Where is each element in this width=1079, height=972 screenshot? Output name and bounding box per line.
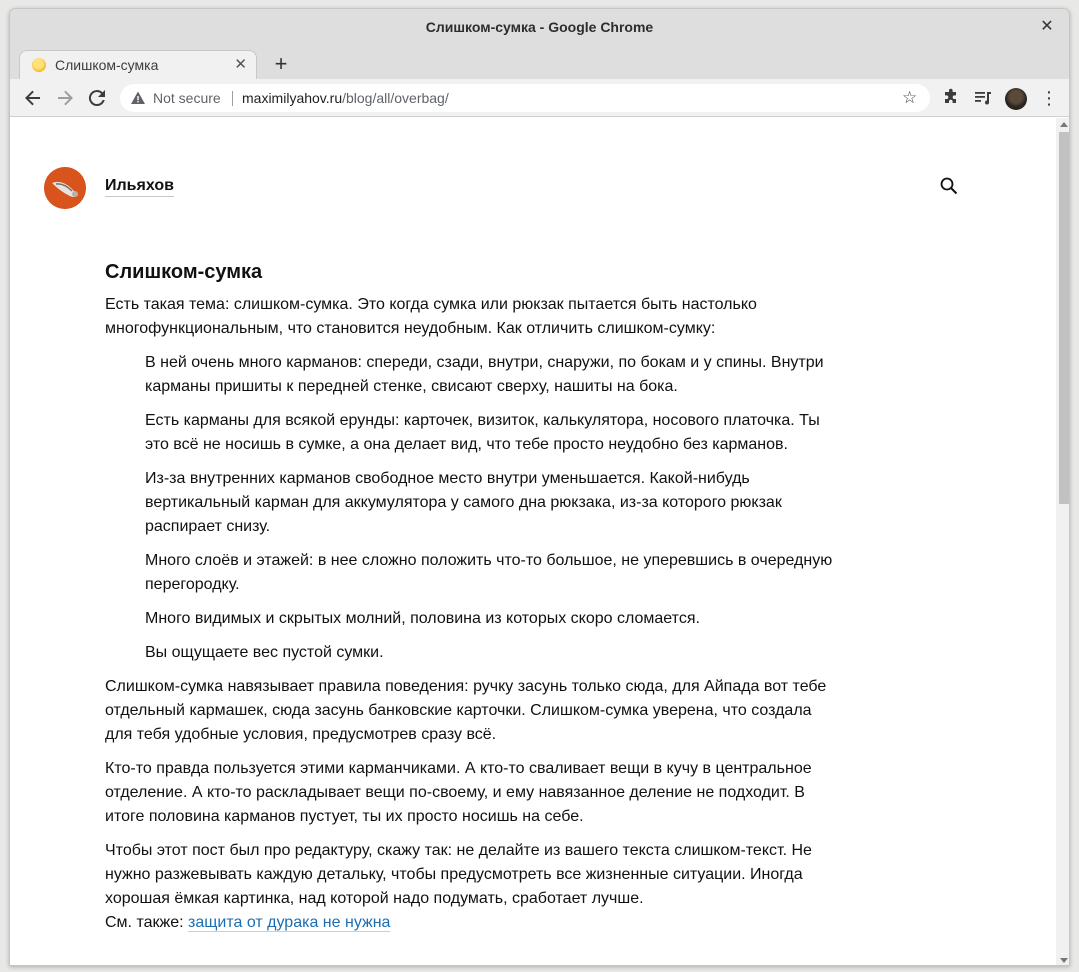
window-title: Слишком-сумка - Google Chrome (425, 19, 654, 35)
omnibox-divider (232, 91, 233, 106)
url-text[interactable] (242, 84, 449, 112)
vertical-scrollbar[interactable] (1056, 118, 1070, 966)
url-domain: maximilyahov.ru (242, 90, 343, 106)
logo-image (44, 167, 86, 209)
article-paragraph (105, 839, 835, 935)
list-item: В ней очень много карманов: спереди, сзади, внутри, снаружи, по бокам и у спины. Внутри карманы пришиты к передней стенке, свисают сверху, нашиты на бока. (145, 354, 824, 395)
arrow-left-icon (21, 86, 45, 110)
browser-window (9, 8, 1070, 966)
window-close-icon[interactable]: ✕ (1040, 18, 1054, 35)
bookmark-star-icon[interactable]: ☆ (902, 88, 918, 107)
scroll-down-arrow-icon[interactable] (1060, 958, 1068, 963)
article-intro: Есть такая тема: слишком-сумка. Это когда сумка или рюкзак пытается быть настолько многофункциональным, что становится неудобным. Как отличить слишком-сумку: (105, 296, 757, 337)
list-item: Из-за внутренних карманов свободное место внутри уменьшается. Какой-нибудь вертикальный карман для аккумулятора у самого дна рюкзака, из-за которого рюкзак распирает снизу. (145, 470, 782, 535)
reload-button[interactable] (85, 86, 109, 110)
arrow-right-icon (53, 86, 77, 110)
back-button[interactable] (21, 86, 45, 110)
new-tab-button[interactable]: + (274, 51, 288, 76)
article (105, 259, 835, 945)
list-item: Много видимых и скрытых молний, половина из которых скоро сломается. (145, 610, 700, 627)
see-also-label: См. также: (105, 914, 184, 931)
tab-close-icon[interactable]: ✕ (234, 56, 247, 73)
address-bar[interactable] (120, 84, 930, 112)
search-icon[interactable] (939, 176, 959, 196)
tab-title: Слишком-сумка (55, 57, 159, 73)
extensions-icon[interactable] (941, 88, 961, 108)
site-name-link[interactable]: Ильяхов (105, 176, 174, 197)
url-path: /blog/all/overbag/ (342, 90, 449, 106)
scroll-up-arrow-icon[interactable] (1060, 122, 1068, 127)
page-viewport (10, 118, 1070, 966)
site-logo[interactable] (44, 167, 86, 209)
media-control-icon[interactable] (973, 88, 993, 108)
article-paragraph: Слишком-сумка навязывает правила поведения: ручку засунь только сюда, для Айпада вот тебе отдельный кармашек, сюда засунь банковские карточки. Слишком-сумка уверена, что создала для тебя удобные условия, предусмотрев сразу всё. (105, 678, 827, 743)
profile-avatar[interactable] (1005, 88, 1027, 110)
security-label[interactable]: Not secure (153, 90, 221, 106)
article-paragraph: Кто-то правда пользуется этими карманчиками. А кто-то сваливает вещи в кучу в центральное отделение. А кто-то раскладывает вещи по-своему, и ему навязанное деление не подходит. В итоге половина карманов пустует, ты их просто носишь на себе. (105, 760, 812, 825)
forward-button[interactable] (53, 86, 77, 110)
browser-toolbar (10, 79, 1069, 117)
tab-active[interactable] (19, 50, 257, 79)
list-item: Вы ощущаете вес пустой сумки. (145, 644, 384, 661)
title-bar (10, 9, 1069, 46)
paragraph-text: Чтобы этот пост был про редактуру, скажу так: не делайте из вашего текста слишком-текст. Не нужно разжевывать каждую детальку, чтобы предусмотреть все жизненные ситуации. Иногда хорошая ёмкая картинка, над которой надо подумать, сработает лучше. (105, 842, 812, 907)
more-menu-icon[interactable]: ⋮ (1040, 88, 1058, 108)
list-item: Много слоёв и этажей: в нее сложно положить что-то большое, не уперевшись в очередную перегородку. (145, 552, 833, 593)
list-item: Есть карманы для всякой ерунды: карточек, визиток, калькулятора, носового платочка. Ты это всё не носишь в сумке, а она делает вид, что тебе просто неудобно без карманов. (145, 412, 820, 453)
article-title: Слишком-сумка (105, 261, 263, 283)
see-also-link[interactable]: защита от дурака не нужна (188, 914, 391, 931)
reload-icon (85, 86, 109, 110)
scrollbar-thumb[interactable] (1059, 132, 1069, 504)
tab-strip (10, 46, 1069, 79)
warning-icon[interactable] (130, 90, 146, 106)
favicon-icon (32, 58, 46, 72)
feature-list (105, 351, 835, 665)
